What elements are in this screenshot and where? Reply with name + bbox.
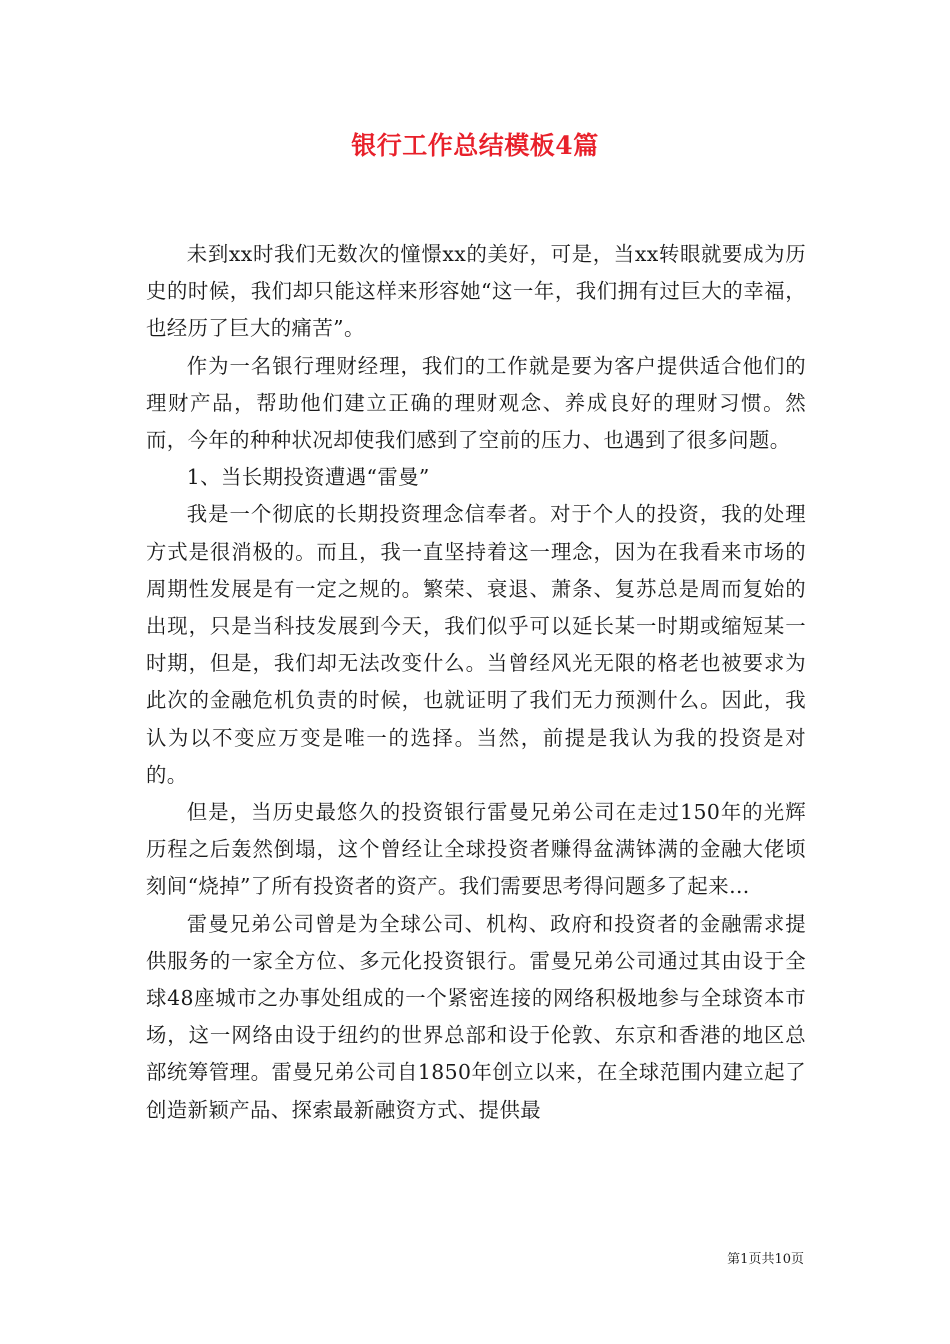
- paragraph-intro: 未到xx时我们无数次的憧憬xx的美好，可是，当xx转眼就要成为历史的时候，我们却只能这样来形容她“这一年，我们拥有过巨大的幸福，也经历了巨大的痛苦”。: [146, 242, 806, 341]
- paragraph-long-term-investing: 我是一个彻底的长期投资理念信奉者。对于个人的投资，我的处理方式是很消极的。而且，我一直坚持着这一理念，因为在我看来市场的周期性发展是有一定之规的。繁荣、衰退、萧条、复苏总是周而复始的出现，只是当科技发展到今天，我们似乎可以延长某一时期或缩短某一时期，但是，我们却无法改变什么。当曾经风光无限的格老也被要求为此次的金融危机负责的时候，也就证明了我们无力预测什么。因此，我认为以不变应万变是唯一的选择。当然，前提是我认为我的投资是对的。: [146, 502, 806, 787]
- paragraph-role: 作为一名银行理财经理，我们的工作就是要为客户提供适合他们的理财产品，帮助他们建立正确的理财观念、养成良好的理财习惯。然而，今年的种种状况却使我们感到了空前的压力、也遇到了很多问题。: [146, 353, 806, 453]
- document-body: [146, 236, 806, 1129]
- document-title: 银行工作总结模板4篇: [351, 131, 599, 160]
- page-number: 第1页共10页: [727, 1252, 804, 1267]
- paragraph-lehman-collapse: 但是，当历史最悠久的投资银行雷曼兄弟公司在走过150年的光辉历程之后轰然倒塌，这个曾经让全球投资者赚得盆满钵满的金融大佬顷刻间“烧掉”了所有投资者的资产。我们需要思考得问题多了起来…: [146, 800, 806, 899]
- section-heading-1: 1、当长期投资遭遇“雷曼”: [186, 465, 430, 490]
- paragraph-lehman-profile: 雷曼兄弟公司曾是为全球公司、机构、政府和投资者的金融需求提供服务的一家全方位、多元化投资银行。雷曼兄弟公司通过其由设于全球48座城市之办事处组成的一个紧密连接的网络积极地参与全球资本市场，这一网络由设于纽约的世界总部和设于伦敦、东京和香港的地区总部统筹管理。雷曼兄弟公司自1850年创立以来，在全球范围内建立起了创造新颖产品、探索最新融资方式、提供最: [146, 911, 806, 1122]
